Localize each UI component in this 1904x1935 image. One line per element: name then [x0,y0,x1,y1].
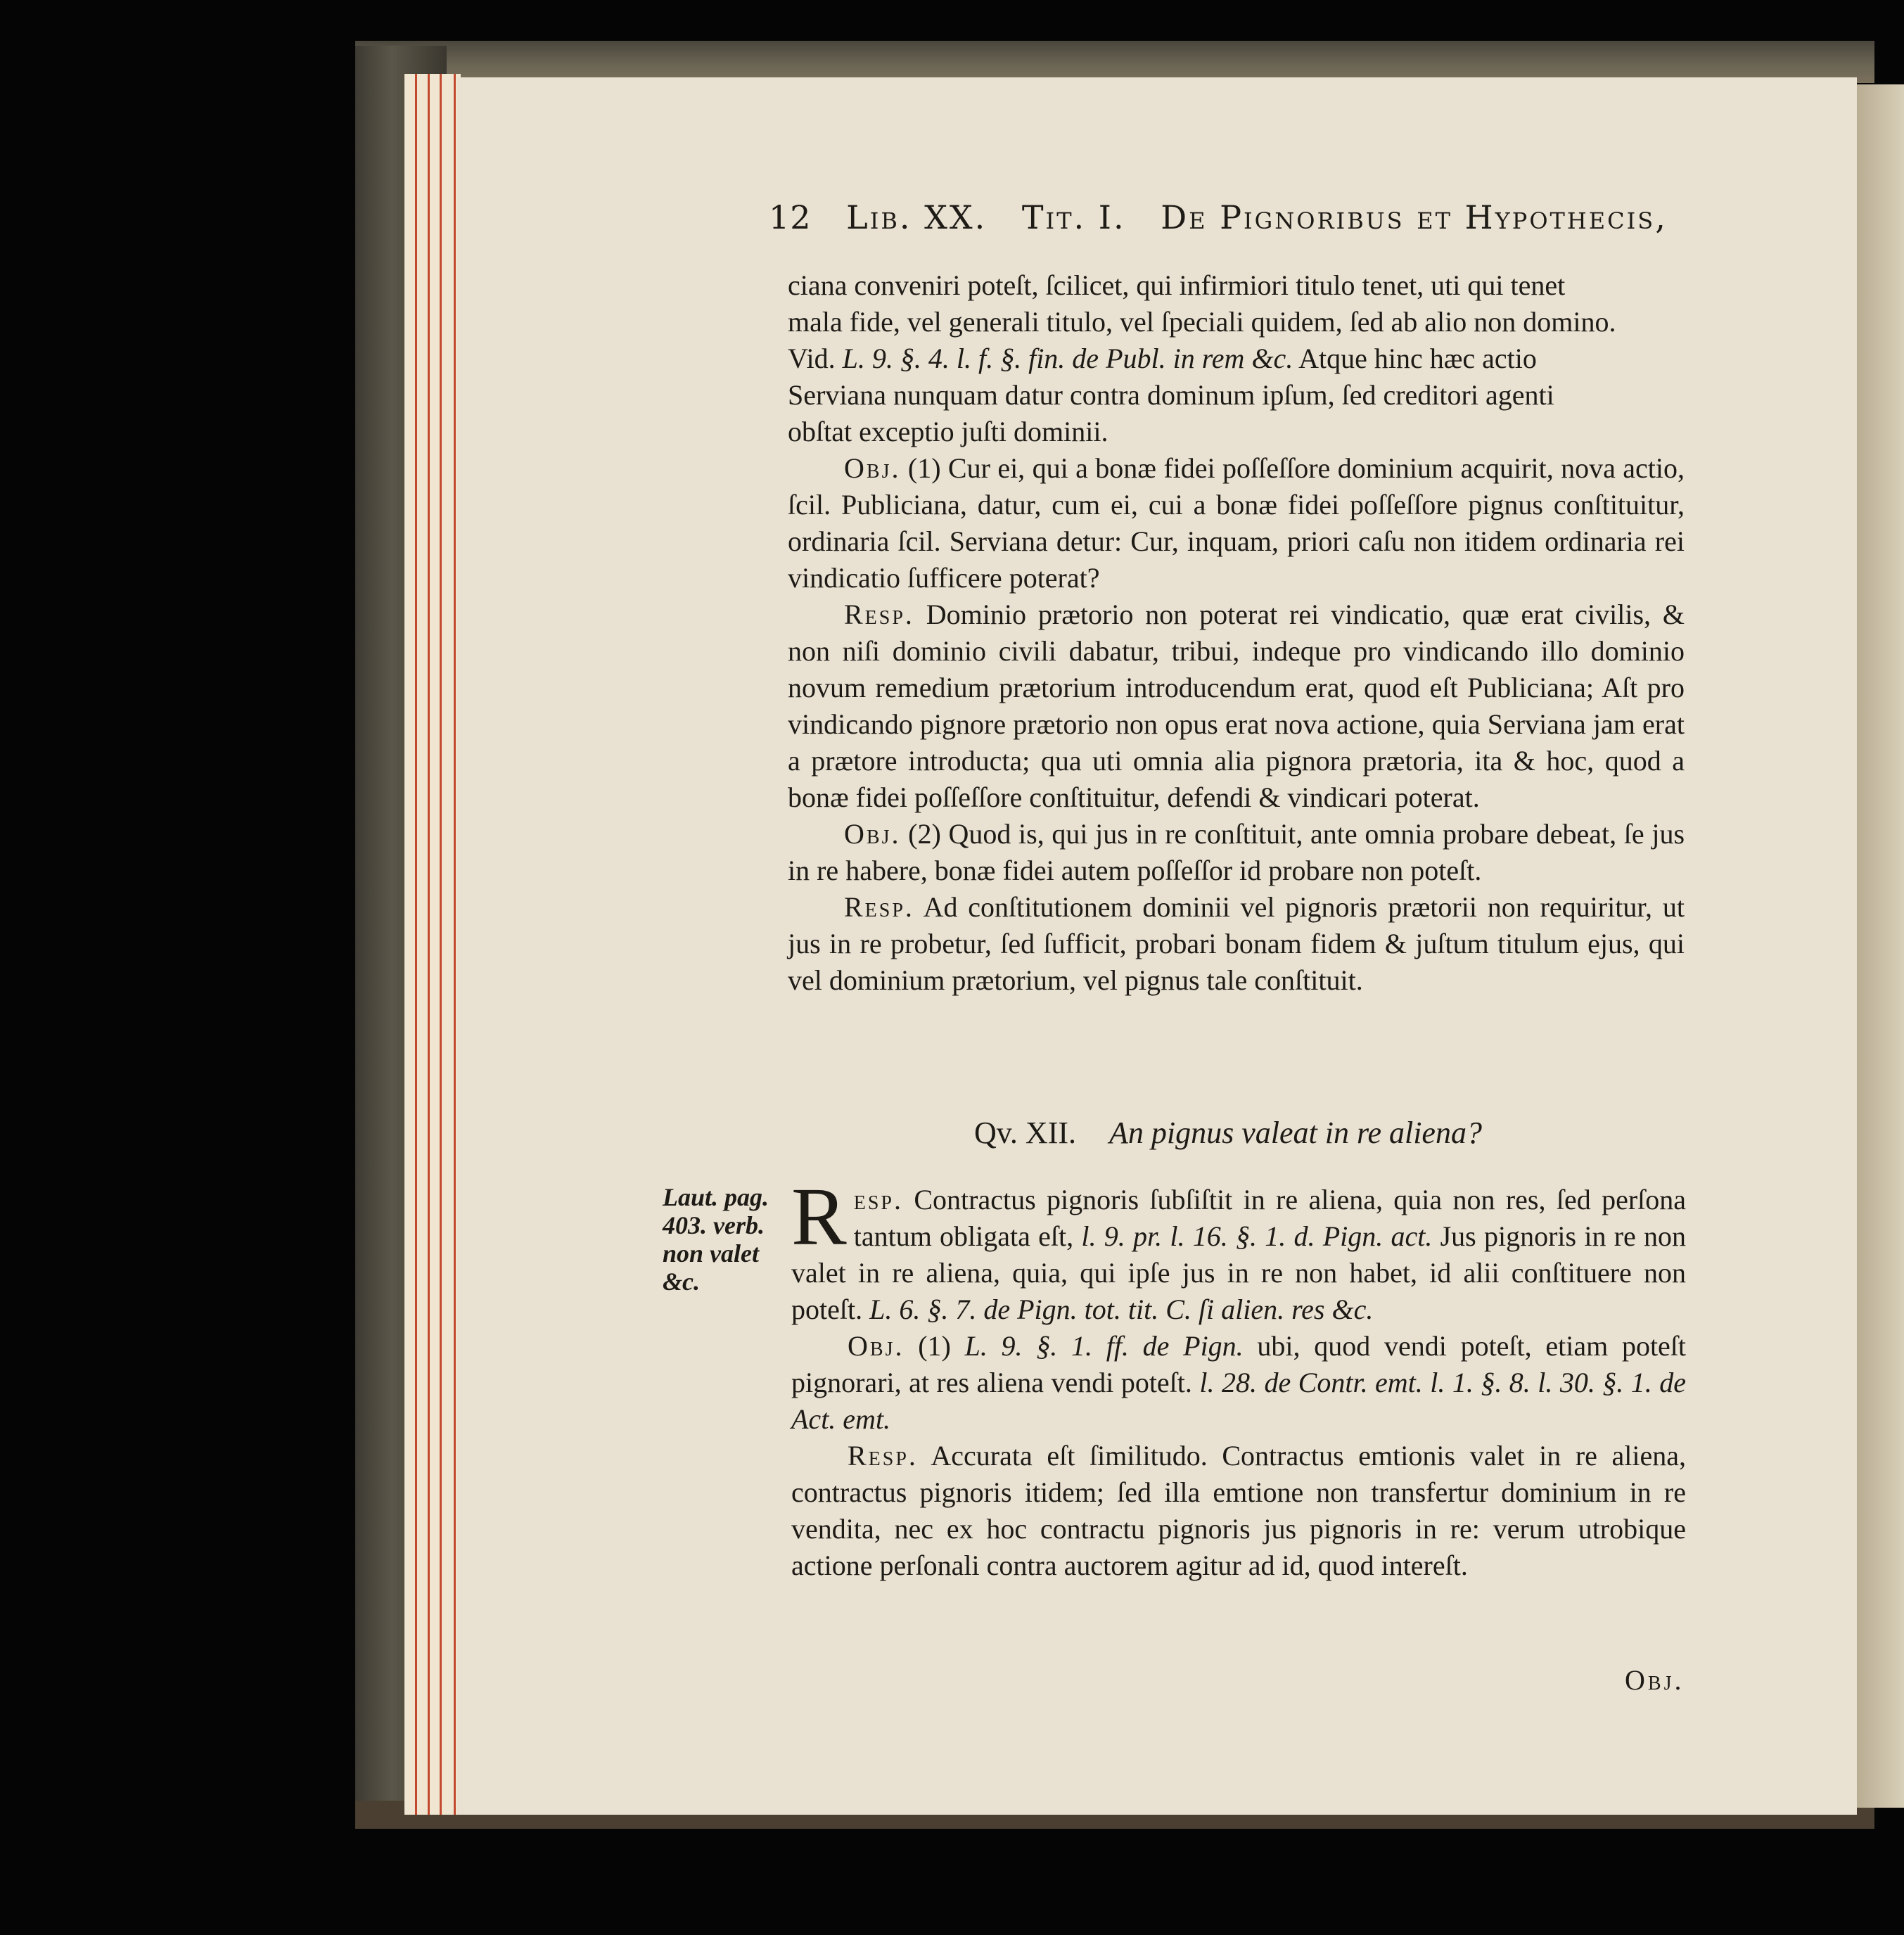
red-page-edge [440,74,442,1815]
drop-cap: R [791,1170,847,1263]
book-cover-top [355,41,1874,83]
page [457,77,1857,1815]
facing-page-edge [1857,84,1904,1808]
book-label: Lib. XX. [846,198,988,236]
citation: L. 9. §. 1. ff. de Pign. [964,1330,1244,1362]
objection-paragraph: Obj. (1) Cur ei, qui a bonæ fidei poſſeſſore dominium acquirit, nova actio, ſcil. Publiciana, datur, cum ei, cui a bonæ fidei poſſeſſore pignus conſtituitur, ordinaria ſcil. Serviana detur: Cur, inquam, priori caſu non itidem ordinaria rei vindicatio ſufficere poterat? [788,452,1685,594]
margin-note [663,1183,789,1296]
margin-note-line: Laut. pag. [663,1183,769,1211]
margin-note-line: non valet [663,1239,760,1267]
running-head [769,198,1904,236]
running-title: De Pignoribus et Hypothecis, [1161,198,1668,236]
objection-paragraph: Obj. (1) L. 9. §. 1. ff. de Pign. ubi, quod vendi poteſt, etiam poteſt pignorari, at res aliena vendi poteſt. l. 28. de Contr. emt. l. 1. §. 8. l. 30. §. 1. de Act. emt. [791,1330,1687,1435]
page-stack-edges [404,74,461,1815]
red-page-edge [415,74,417,1815]
title-label: Tit. I. [1021,198,1126,236]
text-line: ciana conveniri poteſt, ſcilicet, qui infirmiori titulo tenet, uti qui tenet [788,269,1566,301]
objection-paragraph: Obj. (2) Quod is, qui jus in re conſtituit, ante omnia probare debeat, ſe jus in re habere, bonæ fidei autem poſſeſſor id probare non poteſt. [788,818,1685,886]
response-paragraph: Resp. Ad conſtitutionem dominii vel pignoris prætorii non requiritur, ut jus in re probetur, ſed ſufficit, probari bonam fidem & juſtum titulum ejus, qui vel dominium prætorium, vel pignus tale conſtituit. [788,891,1685,996]
response-paragraph: Resp. Accurata eſt ſimilitudo. Contractus emtionis valet in re aliena, contractus pignoris itidem; ſed illa emtione non transfertur dominium in re vendita, nec ex hoc contractu pignoris jus pignoris in re: verum utrobique actione perſonali contra auctorem agitur ad id, quod intereſt. [791,1440,1687,1581]
question-number: Qv. XII. [974,1116,1076,1150]
margin-note-line: &c. [663,1267,700,1296]
section-heading [974,1115,1482,1151]
citation: L. 6. §. 7. de Pign. tot. tit. C. ſi alien. res &c. [869,1294,1374,1325]
red-page-edge [454,74,456,1815]
text-line: Serviana nunquam datur contra dominum ipſum, ſed creditori agenti [788,379,1554,411]
response-label: esp. [853,1184,903,1215]
response-paragraph: R esp. Contractus pignoris ſubſiſtit in re aliena, quia non res, ſed perſona tantum obligata eſt, l. 9. pr. l. 16. §. 1. d. Pign. act. Jus pignoris in re non valet in re aliena, quia, qui ipſe jus in re non habet, id alii conſtituere non poteſt. L. 6. §. 7. de Pign. tot. tit. C. ſi alien. res &c. [791,1170,1687,1325]
response-label: Resp. [844,891,914,923]
main-text-upper [788,267,1685,999]
objection-label: Obj. [844,818,901,850]
response-label: Resp. [848,1440,918,1471]
text-line: mala fide, vel generali titulo, vel ſpeciali quidem, ſed ab alio non domino. [788,306,1616,338]
citation: l. 28. de Contr. emt. l. 1. §. 8. l. 30. §. 1. de Act. emt. [791,1367,1687,1435]
margin-note-line: 403. verb. [663,1211,765,1239]
citation: L. 9. §. 4. l. f. §. fin. de Publ. in rem &c. [842,343,1293,374]
page-number: 12 [769,198,812,236]
main-text-lower [791,1170,1687,1584]
response-paragraph: Resp. Dominio prætorio non poterat rei vindicatio, quæ erat civilis, & non niſi dominio civili dabatur, tribui, indeque pro vindicando illo dominio novum remedium prætorium introducendum erat, quod eſt Publiciana; Aſt pro vindicando pignore prætorio non opus erat nova actione, quia Serviana jam erat a prætore introducta; qua uti omnia alia pignora prætoria, ita & hoc, quod a bonæ fidei poſſeſſore conſtituitur, defendi & vindicari poterat. [788,599,1685,813]
response-label: Resp. [844,599,914,630]
citation: l. 9. pr. l. 16. §. 1. d. Pign. act. [1081,1220,1433,1252]
objection-label: Obj. [844,452,901,484]
red-page-edge [428,74,430,1815]
objection-label: Obj. [848,1330,905,1362]
text-line: Vid. L. 9. §. 4. l. f. §. fin. de Publ. in rem &c. Atque hinc hæc actio [788,343,1537,374]
text-line: obſtat exceptio juſti dominii. [788,416,1108,447]
catchword: Obj. [1625,1664,1685,1696]
question-title: An pignus valeat in re aliena? [1109,1116,1482,1150]
